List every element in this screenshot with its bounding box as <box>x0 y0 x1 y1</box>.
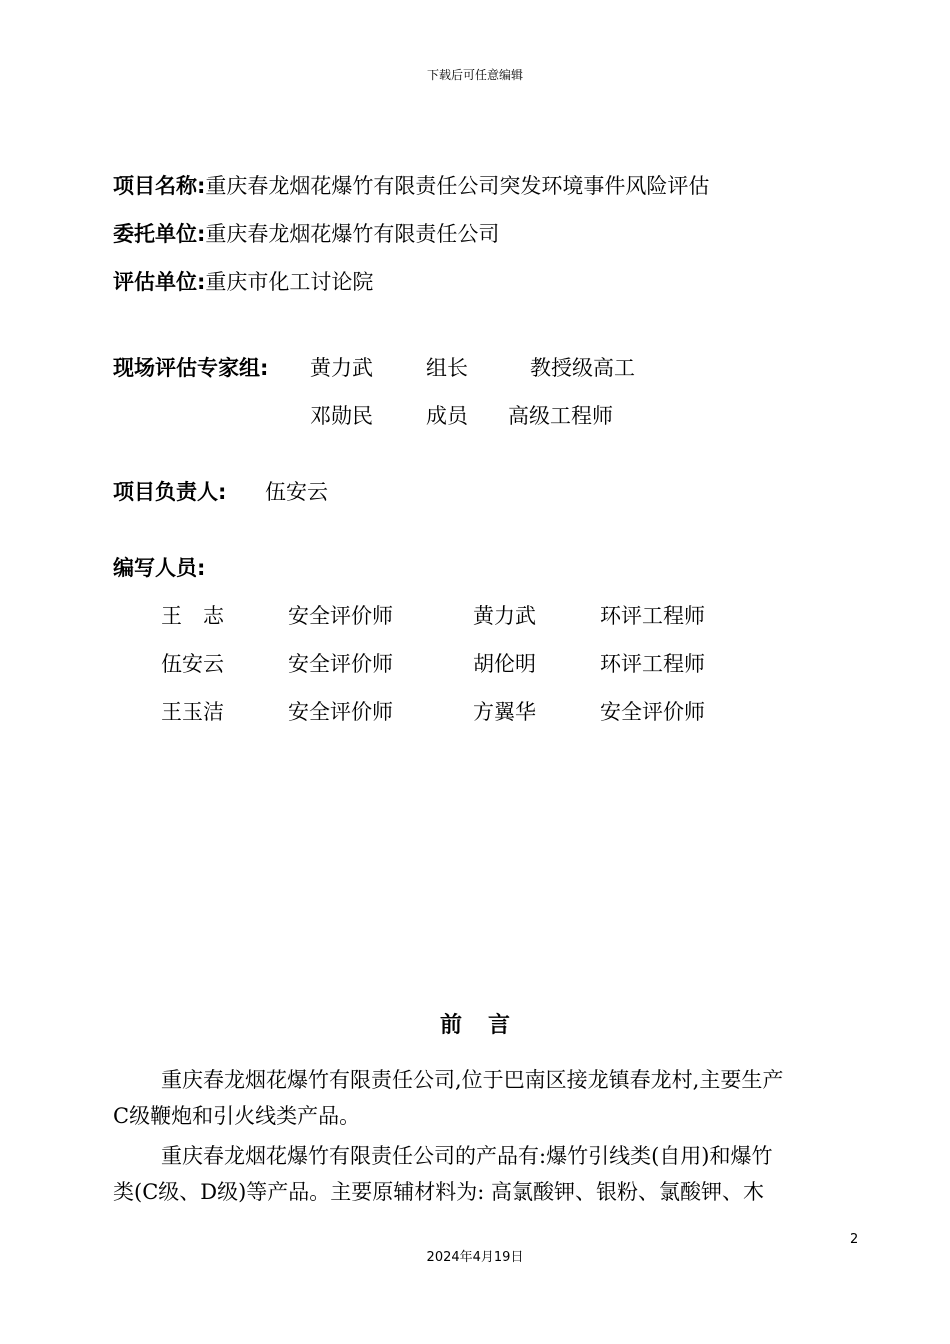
assessor-value: 重庆市化工讨论院 <box>205 270 374 294</box>
writer-title: 安全评价师 <box>288 652 393 676</box>
writer-name: 王 志 <box>161 604 224 628</box>
expert-role: 组长 <box>426 356 468 380</box>
writer-title: 安全评价师 <box>600 700 705 724</box>
expert-title: 高级工程师 <box>508 404 613 428</box>
writer-title: 环评工程师 <box>600 652 705 676</box>
project-name-line <box>113 172 709 200</box>
expert-name: 邓勋民 <box>310 404 373 428</box>
client-label: 委托单位: <box>113 222 206 246</box>
writer-title: 环评工程师 <box>600 604 705 628</box>
writer-name: 黄力武 <box>473 604 536 628</box>
client-value: 重庆春龙烟花爆竹有限责任公司 <box>205 222 500 246</box>
writer-name: 王玉洁 <box>161 700 224 724</box>
leader-label: 项目负责人: <box>113 480 227 504</box>
expert-role: 成员 <box>426 404 468 428</box>
preface-title: 前言 <box>439 1013 536 1038</box>
assessor-label: 评估单位: <box>113 270 206 294</box>
assessor-line <box>113 268 373 296</box>
expert-name: 黄力武 <box>310 356 373 380</box>
header-note: 下载后可任意编辑 <box>426 68 523 82</box>
preface-paragraph-line: 重庆春龙烟花爆竹有限责任公司,位于巴南区接龙镇春龙村,主要生产 <box>161 1068 784 1092</box>
project-name-label: 项目名称: <box>113 174 206 198</box>
client-line <box>113 220 499 248</box>
writer-name: 方翼华 <box>473 700 536 724</box>
writer-title: 安全评价师 <box>288 700 393 724</box>
footer-date: 2024年4月19日 <box>426 1250 524 1265</box>
writers-label: 编写人员: <box>113 556 206 580</box>
preface-paragraph-line: C级鞭炮和引火线类产品。 <box>113 1104 361 1128</box>
leader-name: 伍安云 <box>265 480 328 504</box>
preface-paragraph-line: 类(C级、D级)等产品。主要原辅材料为: 高氯酸钾、银粉、氯酸钾、木 <box>113 1180 765 1204</box>
experts-label: 现场评估专家组: <box>113 356 269 380</box>
writer-title: 安全评价师 <box>288 604 393 628</box>
expert-title: 教授级高工 <box>530 356 635 380</box>
preface-paragraph-line: 重庆春龙烟花爆竹有限责任公司的产品有:爆竹引线类(自用)和爆竹 <box>161 1144 773 1168</box>
writer-name: 伍安云 <box>161 652 224 676</box>
writer-name: 胡伦明 <box>473 652 536 676</box>
page-number: 2 <box>850 1232 859 1247</box>
project-name-value: 重庆春龙烟花爆竹有限责任公司突发环境事件风险评估 <box>205 174 710 198</box>
